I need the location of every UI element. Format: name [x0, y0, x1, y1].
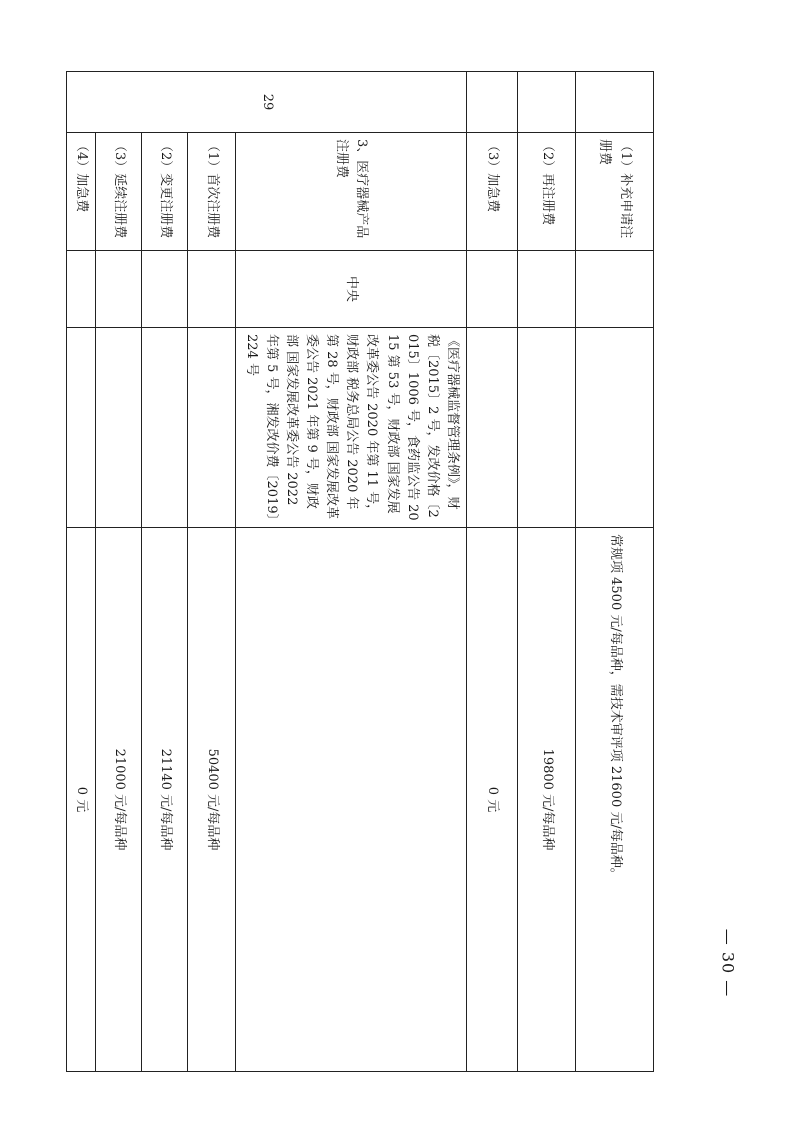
fee-table [66, 71, 654, 1072]
standard-cell: 0 元 [467, 528, 518, 1072]
table-row [67, 72, 96, 1072]
basis-cell [576, 328, 654, 528]
basis-cell [467, 328, 518, 528]
standard-cell: 19800 元/每品种 [518, 528, 576, 1072]
basis-cell: 《医疗器械监督管理条例》，财税〔2015〕2 号，发改价格〔2015〕1006 号，食药监公告 2015 第 53 号，财政部 国家发展改革委公告 2020 年第 11 号，财政部 税务总局公告 2020 年第 28 号，财政部 国家发展改革委公告 2021 年第 9 号，财政部 国家发展改革委公告 2022 年第 5 号，湘发改价费〔2019〕224 号 [236, 328, 467, 528]
item-cell: （3）加急费 [467, 133, 518, 251]
authority-cell [576, 251, 654, 328]
authority-cell [96, 251, 142, 328]
item-cell: （4）加急费 [67, 133, 96, 251]
item-cell: （1）补充申请注册费 [576, 133, 654, 251]
number-cell [467, 72, 518, 133]
row-number: 29 [67, 72, 467, 133]
standard-cell: 21000 元/每品种 [96, 528, 142, 1072]
number-cell [576, 72, 654, 133]
standard-cell: 0 元 [67, 528, 96, 1072]
table-row [576, 72, 654, 1072]
standard-cell: 50400 元/每品种 [188, 528, 236, 1072]
table-row [96, 72, 142, 1072]
rotated-page [74, 71, 654, 1071]
basis-cell [188, 328, 236, 528]
basis-cell [96, 328, 142, 528]
item-cell: 3、医疗器械产品注册费 [236, 133, 467, 251]
item-cell: （2）再注册费 [518, 133, 576, 251]
item-cell: （2）变更注册费 [142, 133, 188, 251]
item-cell: （3）延续注册费 [96, 133, 142, 251]
basis-cell [67, 328, 96, 528]
number-cell [518, 72, 576, 133]
basis-cell [142, 328, 188, 528]
authority-cell [518, 251, 576, 328]
table-row [142, 72, 188, 1072]
table-row [467, 72, 518, 1072]
standard-cell: 21140 元/每品种 [142, 528, 188, 1072]
standard-cell: 常规项 4500 元/每品种，需技术审评项 21600 元/每品种。 [576, 528, 654, 1072]
authority-cell [188, 251, 236, 328]
table-row [188, 72, 236, 1072]
basis-cell [518, 328, 576, 528]
authority-cell [142, 251, 188, 328]
item-cell: （1）首次注册费 [188, 133, 236, 251]
authority-cell: 中央 [236, 251, 467, 328]
table-row [518, 72, 576, 1072]
table-row [236, 72, 467, 1072]
authority-cell [467, 251, 518, 328]
standard-cell [236, 528, 467, 1072]
page-number: — 30 — [718, 928, 738, 998]
authority-cell [67, 251, 96, 328]
